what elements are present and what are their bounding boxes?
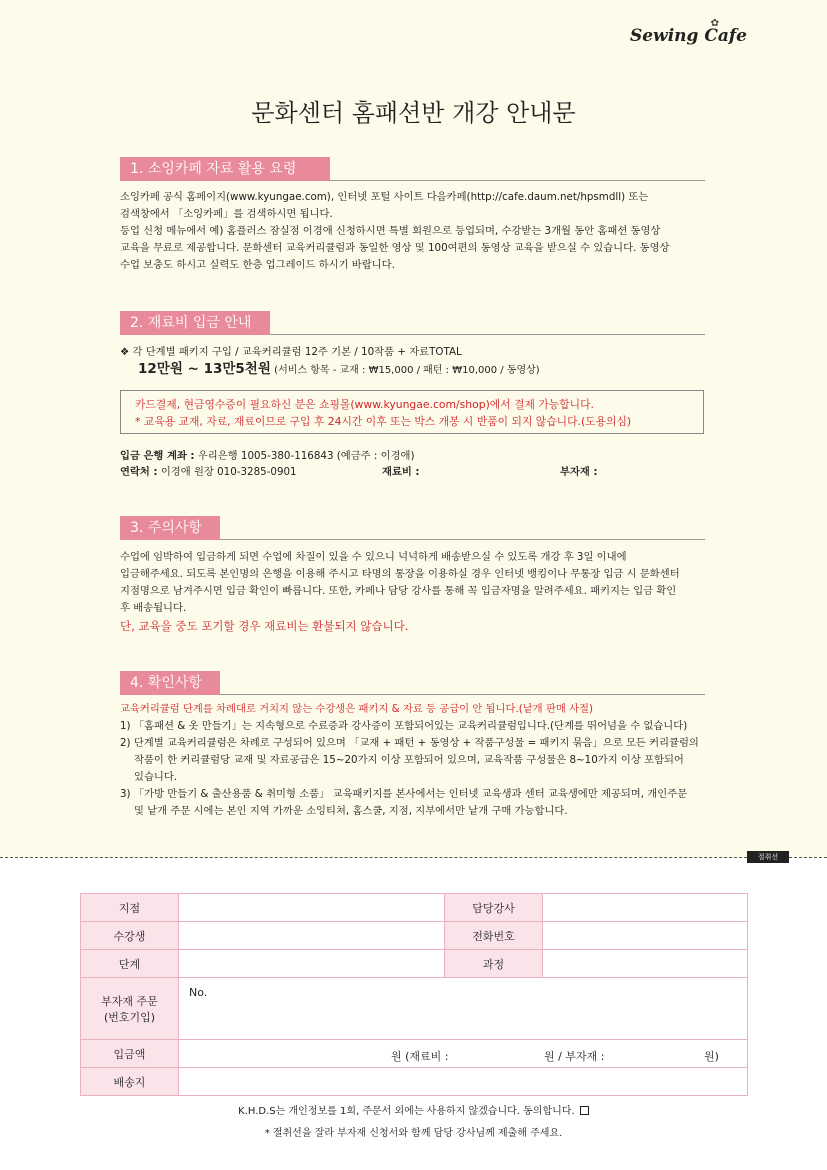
- text-line: 검색창에서 「소잉카페」를 검색하시면 됩니다.: [120, 208, 333, 220]
- section-2-bullet: ❖ 각 단계별 패키지 구입 / 교육커리큘럼 12주 기본 / 10작품 + 자료TOTAL: [120, 346, 462, 358]
- text-line: 1) 「홈패션 & 옷 만들기」는 지속형으로 수료증과 강사증이 포함되어있는 교육커리큘럼입니다.(단계를 뛰어넘을 수 없습니다): [120, 720, 688, 732]
- text-line: 작품이 한 커리큘럼당 교재 및 자료공급은 15~20가지 이상 포함되어 있으며, 교육작품 구성물은 8~10가지 이상 포함되어: [134, 754, 684, 766]
- section-2-title: 2. 재료비 입금 안내: [120, 311, 270, 335]
- teacher-label: 담당강사: [445, 894, 543, 922]
- level-label: 단계: [81, 950, 179, 978]
- branch-label: 지점: [81, 894, 179, 922]
- text-line: 및 낱개 주문 시에는 본인 지역 가까운 소잉티쳐, 홈스쿨, 지점, 지부에서만 낱개 구매 가능합니다.: [134, 805, 568, 817]
- section-3-title: 3. 주의사항: [120, 516, 220, 540]
- price-detail: (서비스 항목 - 교재 : ₩15,000 / 패턴 : ₩10,000 / 동영상): [274, 365, 540, 376]
- section-4-title: 4. 확인사항: [120, 671, 220, 695]
- contact-label: 연락처 :: [120, 466, 158, 478]
- level-field[interactable]: [179, 950, 445, 978]
- course-label: 과정: [445, 950, 543, 978]
- section-1-title: 1. 소잉카페 자료 활용 요령: [120, 157, 330, 181]
- consent-text: K.H.D.S는 개인정보를 1회, 주문서 외에는 사용하지 않겠습니다. 동의합니다.: [238, 1106, 575, 1117]
- card-payment-notice: 카드결제, 현금영수증이 필요하신 분은 쇼핑몰(www.kyungae.com/shop)에서 결제 가능합니다.: [135, 398, 594, 411]
- price-range: 12만원 ~ 13만5천원: [138, 361, 271, 377]
- contact: [120, 463, 297, 478]
- text-line: 소잉카페 공식 홈페이지(www.kyungae.com), 인터넷 포털 사이트 다음카페(http://cafe.daum.net/hpsmdll) 또는: [120, 191, 649, 203]
- text-line: 교육을 무료로 제공합니다. 문화센터 교육커리큘럼과 동일한 영상 및 100여편의 동영상 교육을 받으실 수 있습니다. 동영상: [120, 242, 670, 254]
- sub-material-text: 부자재 :: [560, 466, 598, 478]
- branch-field[interactable]: [179, 894, 445, 922]
- bank-label: 입금 은행 계좌 :: [120, 450, 195, 462]
- text-line: 등업 신청 메뉴에서 예) 홈플러스 잠실점 이경애 신청하시면 특별 회원으로 등업되며, 수강받는 3개월 동안 홈패션 동영상: [120, 225, 661, 237]
- curriculum-warning: 교육커리큘럼 단계를 차례대로 거치지 않는 수강생은 패키지 & 자료 등 공급이 안 됩니다.(낱개 판매 사절): [120, 703, 593, 715]
- deposit-won-1: 원 (재료비 :: [391, 1050, 449, 1063]
- text-line: 있습니다.: [134, 771, 178, 783]
- section-4-body: [120, 701, 710, 820]
- footnote: * 절취선을 잘라 부자재 신청서와 함께 담당 강사님께 제출해 주세요.: [264, 1128, 563, 1139]
- payment-notice-box: [120, 390, 704, 434]
- parts-order-label-line2: (번호기입): [103, 1010, 156, 1024]
- section-1-header: [120, 157, 705, 181]
- text-line: 수업에 임박하여 입금하게 되면 수업에 차질이 있을 수 있으니 넉넉하게 배송받으실 수 있도록 개강 후 3일 이내에: [120, 551, 627, 563]
- parts-number-label: No.: [189, 986, 208, 999]
- cut-line-label: 절취선: [747, 851, 789, 863]
- material-fee-text: 재료비 :: [382, 466, 420, 478]
- no-return-notice: * 교육용 교재, 자료, 재료이므로 구입 후 24시간 이후 또는 박스 개봉 시 반품이 되지 않습니다.(도용의심): [135, 415, 632, 428]
- shipping-label: 배송지: [81, 1068, 179, 1096]
- text-line: 지점명으로 남겨주시면 입금 확인이 빠릅니다. 또한, 카페나 담당 강사를 통해 꼭 입금자명을 알려주세요. 패키지는 입금 확인: [120, 585, 677, 597]
- price-line: [138, 361, 728, 379]
- text-line: 2) 단계별 교육커리큘럼은 차례로 구성되어 있으며 「교재 + 패턴 + 동영상 + 작품구성물 = 패키지 묶음」으로 모든 커리큘럼의: [120, 737, 699, 749]
- bank-value: 우리은행 1005-380-116843 (예금주 : 이경애): [197, 450, 415, 462]
- order-form: [80, 893, 748, 1096]
- consent-checkbox[interactable]: [580, 1106, 589, 1115]
- parts-order-label-line1: 부자재 주문: [101, 994, 158, 1008]
- deposit-field[interactable]: [179, 1040, 748, 1068]
- section-3-body: [120, 549, 710, 635]
- cut-line: [0, 857, 827, 858]
- material-fee-label: [382, 463, 420, 478]
- phone-label: 전화번호: [445, 922, 543, 950]
- brand-logo: Sewing Cafe: [629, 26, 747, 46]
- page-title: 문화센터 홈패션반 개강 안내문: [251, 99, 576, 127]
- section-1-body: [120, 189, 710, 274]
- deposit-label: 입금액: [81, 1040, 179, 1068]
- parts-order-field[interactable]: [179, 978, 748, 1040]
- sub-material-label: [560, 463, 598, 478]
- deposit-won-3: 원): [704, 1050, 719, 1063]
- shipping-field[interactable]: [179, 1068, 748, 1096]
- bank-account: [120, 447, 415, 462]
- text-line: 수업 보충도 하시고 실력도 한층 업그레이드 하시기 바랍니다.: [120, 259, 395, 271]
- teacher-field[interactable]: [543, 894, 748, 922]
- flower-icon: ✿: [710, 18, 719, 29]
- student-label: 수강생: [81, 922, 179, 950]
- text-line: 입금해주세요. 되도록 본인명의 은행을 이용해 주시고 타명의 통장을 이용하실 경우 인터넷 뱅킹이나 무통장 입금 시 문화센터: [120, 568, 680, 580]
- section-2-header: [120, 311, 705, 335]
- phone-field[interactable]: [543, 922, 748, 950]
- course-field[interactable]: [543, 950, 748, 978]
- section-3-header: [120, 516, 705, 540]
- deposit-won-2: 원 / 부자재 :: [544, 1050, 605, 1063]
- text-line: 3) 「가방 만들기 & 출산용품 & 취미형 소품」 교육패키지를 본사에서는 인터넷 교육생과 센터 교육생에만 제공되며, 개인주문: [120, 788, 688, 800]
- student-field[interactable]: [179, 922, 445, 950]
- contact-value: 이경애 원장 010-3285-0901: [160, 466, 297, 478]
- refund-warning: 단, 교육을 중도 포기할 경우 재료비는 환불되지 않습니다.: [120, 619, 409, 633]
- section-4-header: [120, 671, 705, 695]
- parts-order-label: [81, 978, 179, 1040]
- privacy-consent: [0, 1102, 827, 1117]
- text-line: 후 배송됩니다.: [120, 602, 187, 614]
